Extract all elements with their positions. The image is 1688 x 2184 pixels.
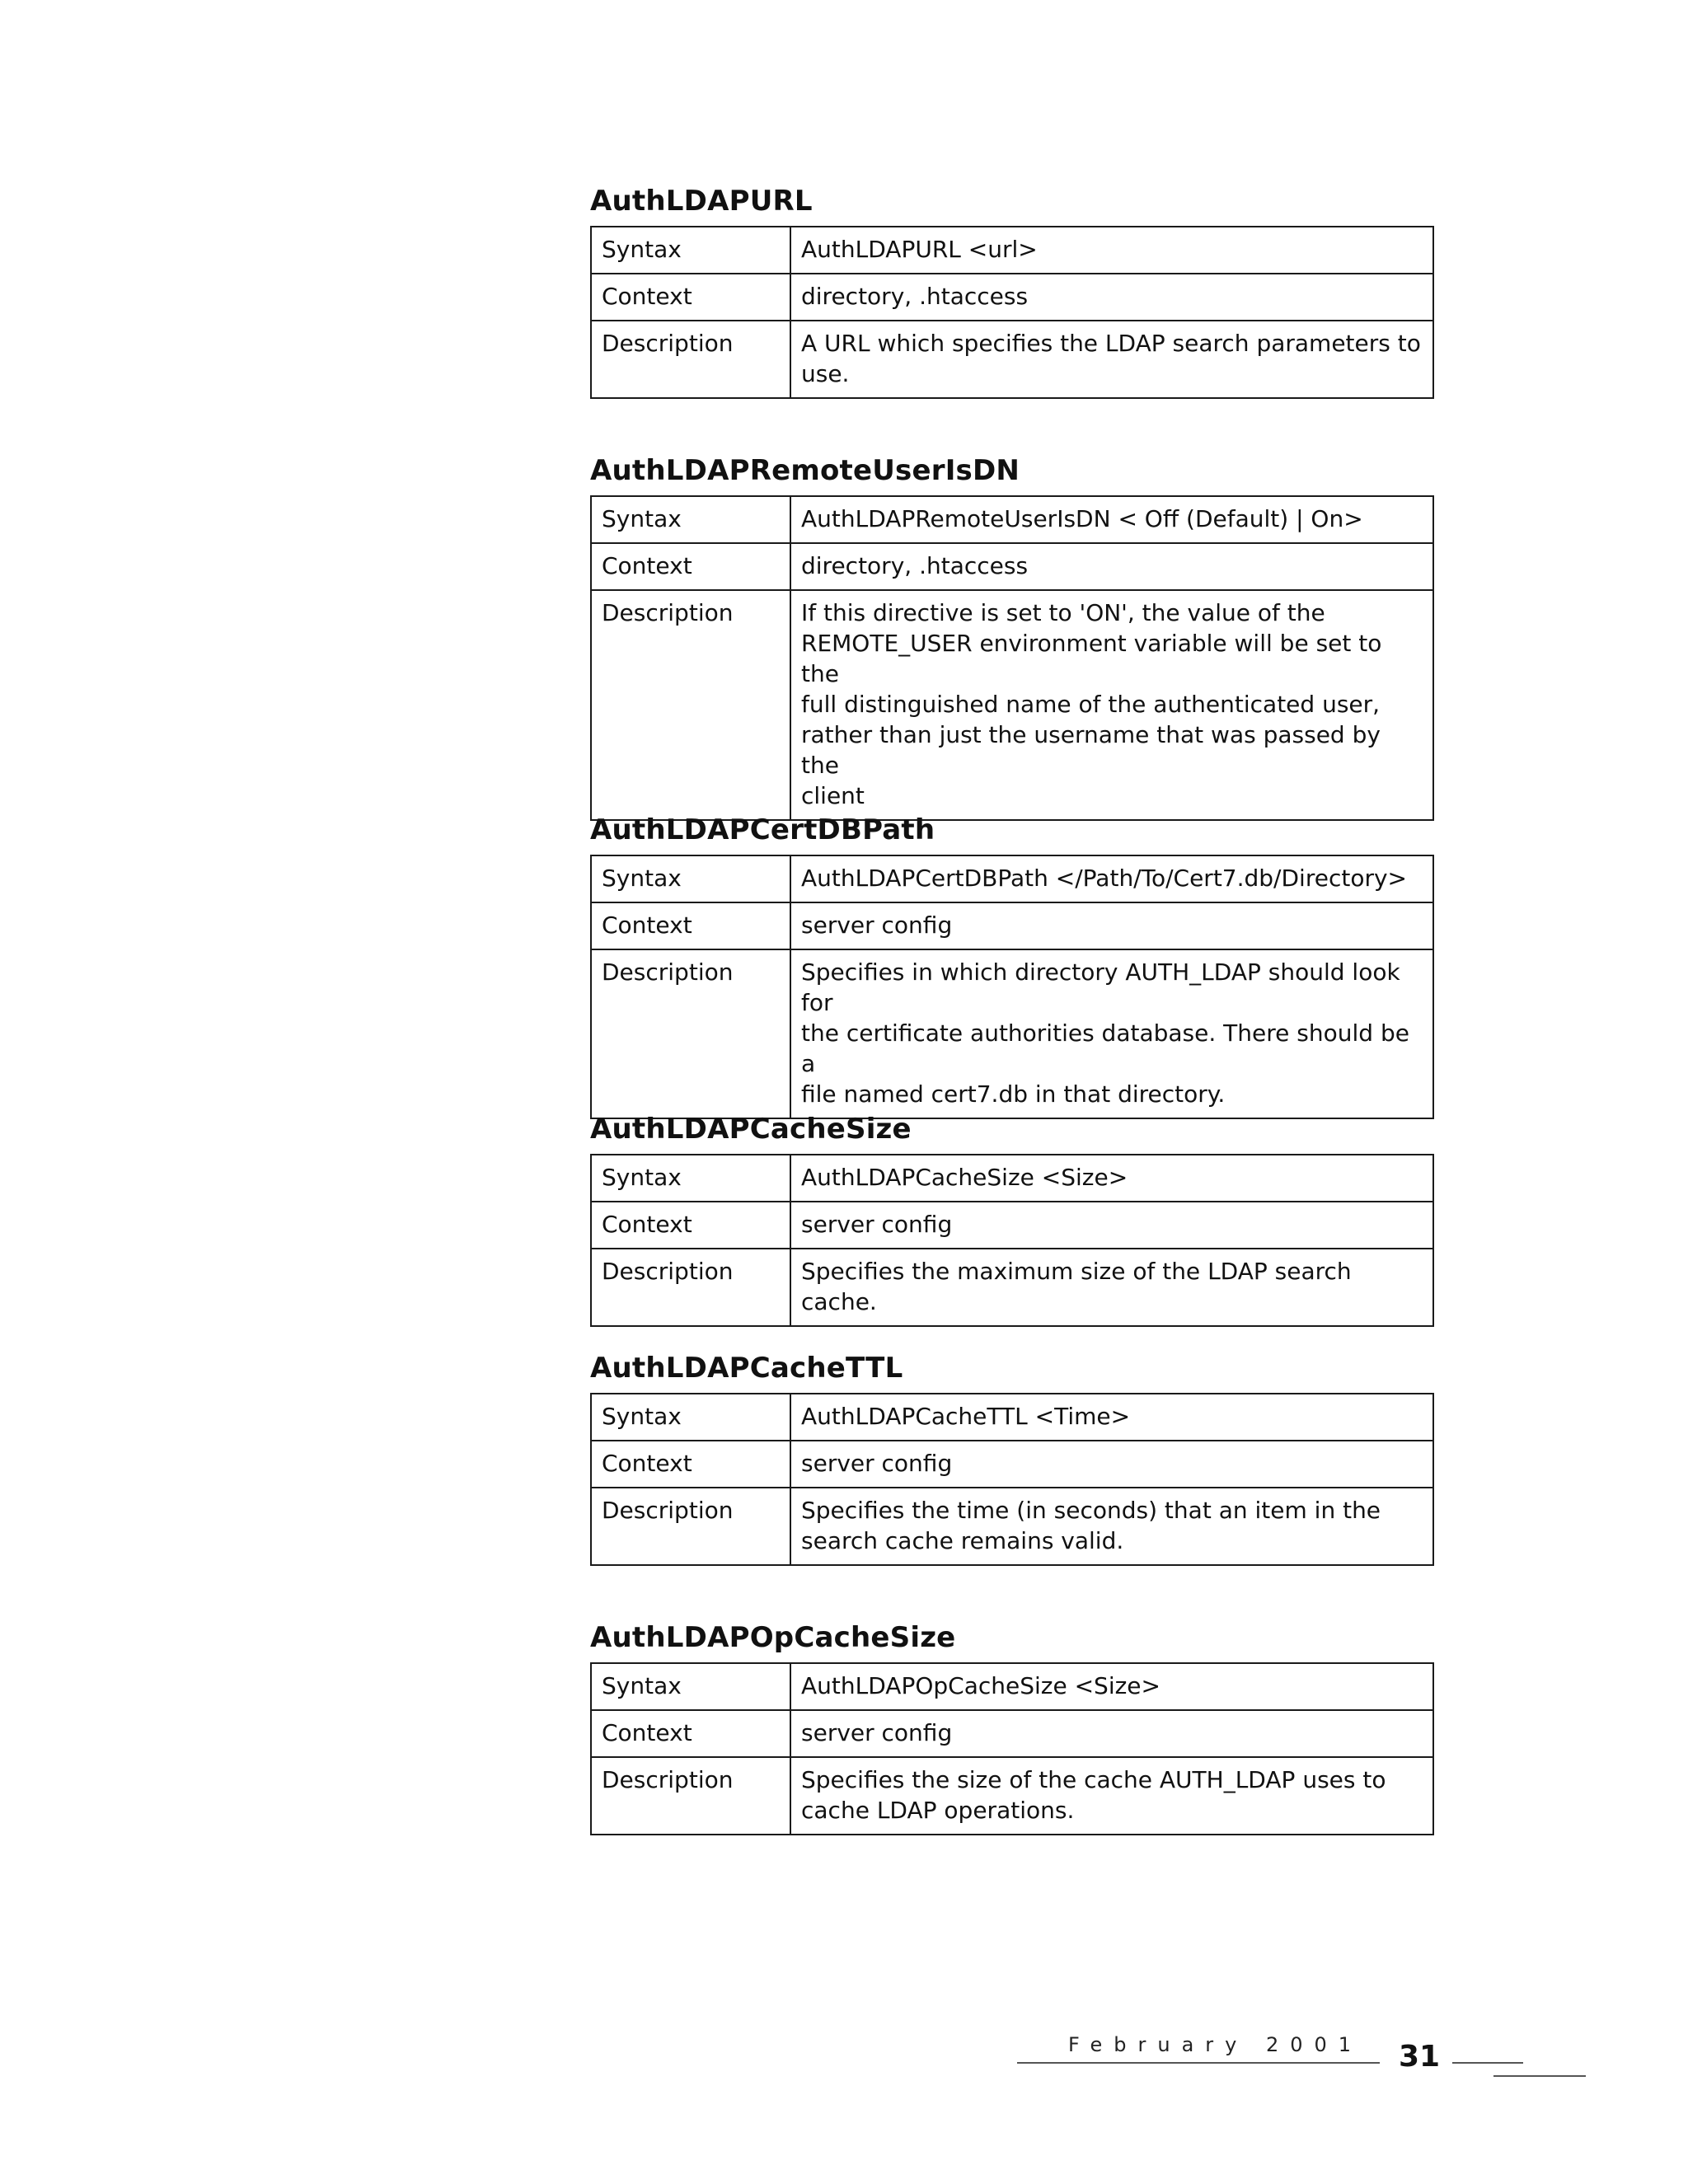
value-line: A URL which specifies the LDAP search parameters to <box>801 330 1421 357</box>
section-title: AuthLDAPCacheTTL <box>590 1352 903 1385</box>
directive-table <box>590 226 1434 399</box>
directive-table <box>590 1662 1434 1835</box>
value-line: REMOTE_USER environment variable will be set to the <box>801 630 1382 687</box>
value-line: AuthLDAPRemoteUserIsDN < Off (Default) | On> <box>801 505 1363 532</box>
row-value <box>790 227 1433 274</box>
section-title: AuthLDAPCertDBPath <box>590 813 935 846</box>
section-authldapcachesize <box>590 1113 1434 1327</box>
row-label: Syntax <box>591 227 790 274</box>
row-value <box>790 902 1433 949</box>
row-label: Description <box>591 949 790 1118</box>
value-line: directory, .htaccess <box>801 283 1029 310</box>
value-line: cache LDAP operations. <box>801 1797 1075 1824</box>
row-value <box>790 274 1433 321</box>
row-value <box>790 543 1433 590</box>
section-title: AuthLDAPOpCacheSize <box>590 1621 956 1654</box>
table-row <box>591 1663 1433 1710</box>
row-label: Context <box>591 543 790 590</box>
table-row <box>591 321 1433 398</box>
table-row <box>591 543 1433 590</box>
table-row <box>591 902 1433 949</box>
table-row <box>591 590 1433 820</box>
section-title: AuthLDAPRemoteUserIsDN <box>590 454 1020 487</box>
value-line: directory, .htaccess <box>801 552 1029 579</box>
row-label: Syntax <box>591 1663 790 1710</box>
directive-table <box>590 1154 1434 1327</box>
row-label: Syntax <box>591 855 790 902</box>
row-value <box>790 1394 1433 1441</box>
row-value <box>790 855 1433 902</box>
row-label: Context <box>591 902 790 949</box>
value-line: rather than just the username that was passed by the <box>801 721 1381 779</box>
value-line: full distinguished name of the authenticated user, <box>801 691 1381 718</box>
row-value <box>790 1202 1433 1249</box>
directive-table <box>590 1393 1434 1566</box>
value-line: Specifies the size of the cache AUTH_LDAP uses to <box>801 1766 1386 1793</box>
row-label: Description <box>591 1249 790 1326</box>
row-label: Syntax <box>591 1394 790 1441</box>
value-line: client <box>801 782 865 809</box>
table-row <box>591 1249 1433 1326</box>
table-row <box>591 1488 1433 1565</box>
row-value <box>790 590 1433 820</box>
table-row <box>591 1155 1433 1202</box>
row-value <box>790 321 1433 398</box>
table-row <box>591 1757 1433 1835</box>
table-row <box>591 1441 1433 1488</box>
row-value <box>790 1710 1433 1757</box>
table-row <box>591 1202 1433 1249</box>
value-line: AuthLDAPOpCacheSize <Size> <box>801 1672 1160 1699</box>
section-title: AuthLDAPURL <box>590 185 813 218</box>
table-row <box>591 855 1433 902</box>
row-label: Description <box>591 1757 790 1835</box>
table-row <box>591 274 1433 321</box>
section-title: AuthLDAPCacheSize <box>590 1113 912 1146</box>
table-row <box>591 496 1433 543</box>
value-line: search cache remains valid. <box>801 1527 1124 1554</box>
row-label: Context <box>591 1710 790 1757</box>
row-value <box>790 1249 1433 1326</box>
value-line: server config <box>801 1719 953 1746</box>
value-line: If this directive is set to 'ON', the value of the <box>801 599 1325 626</box>
page-number: 31 <box>1399 2040 1441 2074</box>
table-row <box>591 227 1433 274</box>
row-value <box>790 1757 1433 1835</box>
row-label: Syntax <box>591 496 790 543</box>
table-row <box>591 949 1433 1118</box>
value-line: server config <box>801 1450 953 1477</box>
row-value <box>790 1441 1433 1488</box>
value-line: Specifies the time (in seconds) that an item in the <box>801 1497 1381 1524</box>
row-label: Syntax <box>591 1155 790 1202</box>
row-value <box>790 1488 1433 1565</box>
value-line: Specifies the maximum size of the LDAP search cache. <box>801 1258 1352 1315</box>
section-authldapremoteuserisdn <box>590 454 1434 821</box>
footer-month: February 2001 <box>1068 2033 1363 2056</box>
row-label: Context <box>591 1441 790 1488</box>
row-label: Description <box>591 590 790 820</box>
row-value <box>790 1155 1433 1202</box>
value-line: AuthLDAPCacheSize <Size> <box>801 1164 1128 1191</box>
value-line: AuthLDAPCertDBPath </Path/To/Cert7.db/Directory> <box>801 865 1407 892</box>
row-label: Context <box>591 1202 790 1249</box>
value-line: the certificate authorities database. There should be a <box>801 1019 1409 1077</box>
section-authldapcachettl <box>590 1352 1434 1566</box>
value-line: server config <box>801 912 953 939</box>
value-line: file named cert7.db in that directory. <box>801 1080 1226 1108</box>
table-row <box>591 1394 1433 1441</box>
row-value <box>790 949 1433 1118</box>
section-authldapurl <box>590 185 1434 399</box>
row-label: Context <box>591 274 790 321</box>
section-authldapcertdbpath <box>590 813 1434 1119</box>
value-line: AuthLDAPCacheTTL <Time> <box>801 1403 1131 1430</box>
value-line: use. <box>801 360 850 387</box>
value-line: server config <box>801 1211 953 1238</box>
row-value <box>790 496 1433 543</box>
row-label: Description <box>591 321 790 398</box>
value-line: AuthLDAPURL <url> <box>801 236 1038 263</box>
directive-table <box>590 495 1434 821</box>
row-value <box>790 1663 1433 1710</box>
table-row <box>591 1710 1433 1757</box>
section-authldapopcachesize <box>590 1621 1434 1835</box>
value-line: Specifies in which directory AUTH_LDAP should look for <box>801 958 1400 1016</box>
row-label: Description <box>591 1488 790 1565</box>
directive-table <box>590 855 1434 1119</box>
